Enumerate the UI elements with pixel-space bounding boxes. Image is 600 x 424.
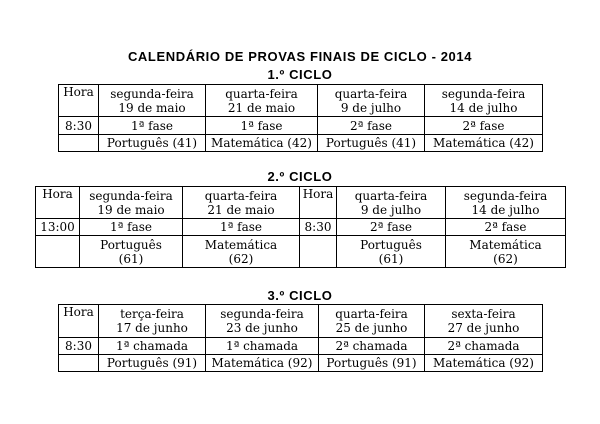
empty-cell: [59, 135, 99, 152]
phase-cell: 1ª fase: [80, 219, 183, 236]
exam-cell: Matemática (92): [206, 355, 319, 372]
exam-cell: Português (91): [319, 355, 425, 372]
empty-cell: [300, 236, 337, 268]
hour-header: Hora: [59, 305, 99, 338]
phase-cell: 1ª fase: [99, 117, 206, 135]
day-header: segunda-feira 14 de julho: [425, 85, 543, 117]
table-row: [59, 117, 543, 135]
exam-time: 8:30: [300, 219, 337, 236]
phase-cell: 2ª fase: [425, 117, 543, 135]
exam-cell: Matemática (42): [425, 135, 543, 152]
day-header: sexta-feira 27 de junho: [425, 305, 543, 338]
day-header: segunda-feira 23 de junho: [206, 305, 319, 338]
exam-time: 8:30: [59, 338, 99, 355]
phase-cell: 1ª chamada: [206, 338, 319, 355]
exam-cell: Português (61): [80, 236, 183, 268]
cycle-2-table: [35, 186, 566, 268]
day-header: quarta-feira 21 de maio: [206, 85, 318, 117]
cycle-3-heading: 3.º CICLO: [267, 288, 333, 303]
exam-cell: Matemática (62): [446, 236, 566, 268]
table-row: [36, 187, 566, 219]
exam-time: 8:30: [59, 117, 99, 135]
cycle-2-heading: 2.º CICLO: [267, 169, 333, 184]
phase-cell: 1ª fase: [206, 117, 318, 135]
exam-cell: Português (91): [99, 355, 206, 372]
hour-header: Hora: [36, 187, 80, 219]
empty-cell: [59, 355, 99, 372]
table-row: [36, 219, 566, 236]
exam-cell: Matemática (92): [425, 355, 543, 372]
phase-cell: 1ª chamada: [99, 338, 206, 355]
exam-cell: Português (41): [318, 135, 425, 152]
table-row: [59, 135, 543, 152]
day-header: segunda-feira 14 de julho: [446, 187, 566, 219]
exam-cell: Português (41): [99, 135, 206, 152]
phase-cell: 2ª fase: [337, 219, 446, 236]
table-row: [59, 305, 543, 338]
day-header: segunda-feira 19 de maio: [80, 187, 183, 219]
exam-time: 13:00: [36, 219, 80, 236]
day-header: quarta-feira 21 de maio: [183, 187, 300, 219]
hour-header: Hora: [300, 187, 337, 219]
phase-cell: 2ª fase: [318, 117, 425, 135]
day-header: quarta-feira 25 de junho: [319, 305, 425, 338]
cycle-1-heading: 1.º CICLO: [267, 67, 333, 82]
cycle-3-table: [58, 304, 543, 372]
exam-cell: Matemática (62): [183, 236, 300, 268]
hour-header: Hora: [59, 85, 99, 117]
table-row: [36, 236, 566, 268]
phase-cell: 2ª fase: [446, 219, 566, 236]
day-header: segunda-feira 19 de maio: [99, 85, 206, 117]
cycle-1-table: [58, 84, 543, 152]
phase-cell: 1ª fase: [183, 219, 300, 236]
phase-cell: 2ª chamada: [319, 338, 425, 355]
day-header: quarta-feira 9 de julho: [337, 187, 446, 219]
table-row: [59, 85, 543, 117]
table-row: [59, 338, 543, 355]
exam-cell: Matemática (42): [206, 135, 318, 152]
empty-cell: [36, 236, 80, 268]
table-row: [59, 355, 543, 372]
phase-cell: 2ª chamada: [425, 338, 543, 355]
day-header: quarta-feira 9 de julho: [318, 85, 425, 117]
document-title: CALENDÁRIO DE PROVAS FINAIS DE CICLO - 2014: [127, 49, 473, 64]
exam-cell: Português (61): [337, 236, 446, 268]
day-header: terça-feira 17 de junho: [99, 305, 206, 338]
